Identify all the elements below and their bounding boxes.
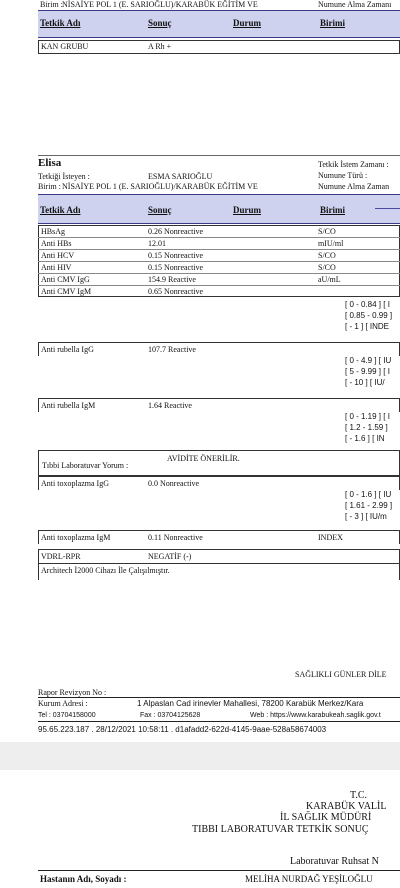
patient-name: Elisa bbox=[38, 157, 62, 169]
kurum-label: Kurum Adresi : bbox=[38, 699, 88, 708]
header-birimi: Birimi bbox=[320, 18, 345, 28]
valilik-header: KARABÜK VALİL bbox=[306, 801, 387, 812]
numune-turu-label: Numune Türü : bbox=[318, 171, 368, 180]
row-name: Anti HBs bbox=[41, 239, 72, 248]
row-value: 0.65 Nonreactive bbox=[148, 287, 204, 296]
header-sonuc: Sonuç bbox=[148, 18, 172, 28]
row-name: Anti CMV IgM bbox=[41, 287, 92, 296]
print-stamp: 95.65.223.187 . 28/12/2021 10:58:11 . d1afadd2-622d-4145-9aae-528a58674003 bbox=[38, 725, 327, 734]
reference-range: [ 0 - 0.84 ] [ I bbox=[345, 300, 390, 309]
row-name: Anti CMV IgG bbox=[41, 275, 90, 284]
reference-range: [ 1.2 - 1.59 ] bbox=[345, 423, 388, 432]
patient-name-value: MELİHA NURDAĞ YEŞİLOĞLU bbox=[245, 874, 373, 884]
row-unit: S/CO bbox=[318, 227, 336, 236]
divider bbox=[38, 155, 400, 156]
comment-label: Tıbbi Laboratuvar Yorum : bbox=[42, 461, 129, 470]
numune-alma-label: Numune Alma Zamanı bbox=[318, 0, 392, 9]
closing-message: SAĞLIKLI GÜNLER DİLE bbox=[295, 670, 387, 679]
row-unit: S/CO bbox=[318, 263, 336, 272]
reference-range: [ 0.85 - 0.99 ] bbox=[345, 311, 393, 320]
row-name: HBsAg bbox=[41, 227, 66, 236]
row-name: Anti rubella IgM bbox=[41, 401, 96, 410]
row-name: Anti rubella IgG bbox=[41, 345, 94, 354]
row-name: Anti toxoplazma IgG bbox=[41, 479, 109, 488]
row-name: Anti HIV bbox=[41, 263, 72, 272]
row-value: 0.15 Nonreactive bbox=[148, 251, 204, 260]
footer-rule bbox=[38, 697, 400, 698]
header-rule bbox=[375, 208, 400, 209]
row-unit: INDEX bbox=[318, 533, 343, 542]
row-value: 0.15 Nonreactive bbox=[148, 263, 204, 272]
header-birimi: Birimi bbox=[320, 205, 345, 215]
header-sonuc: Sonuç bbox=[148, 205, 172, 215]
row-value: 1.64 Reactive bbox=[148, 401, 192, 410]
birim-label: Birim : bbox=[40, 0, 63, 9]
tc-header: T.C. bbox=[350, 790, 368, 801]
table-header-band bbox=[38, 10, 400, 38]
report-title: TIBBI LABORATUVAR TETKİK SONUÇ bbox=[192, 824, 369, 835]
reference-range: [ - 1 ] [ INDE bbox=[345, 322, 390, 331]
table-row bbox=[38, 549, 400, 563]
rapor-revizyon: Rapor Revizyon No : bbox=[38, 688, 107, 697]
row-name: Anti toxoplazma IgM bbox=[41, 533, 111, 542]
reference-range: [ 0 - 4.9 ] [ IU bbox=[345, 356, 392, 365]
birim-value: NİSAİYE POL 1 (E. SARIOĞLU)/KARABÜK EĞİTİM VE bbox=[62, 182, 258, 191]
website: Web : https://www.karabukeah.saglik.gov.t bbox=[250, 712, 381, 719]
row-value: 154.9 Reactive bbox=[148, 275, 196, 284]
reference-range: [ 5 - 9.99 ] [ I bbox=[345, 367, 390, 376]
header-tetkik-adi: Tetkik Adı bbox=[40, 205, 81, 215]
row-value: 0.11 Nonreactive bbox=[148, 533, 203, 542]
header-durum: Durum bbox=[233, 205, 262, 215]
row-divider bbox=[38, 285, 400, 286]
kurum-address: 1 Alpaslan Cad irinevler Mahallesi, 78200 Karabük Merkez/Kara bbox=[137, 699, 364, 708]
mudurluk-header: İL SAĞLIK MÜDÜRİ bbox=[280, 812, 372, 823]
method-note: Architech İ2000 Cihazı İle Çalışılmıştır. bbox=[41, 566, 170, 575]
row-unit: mIU/ml bbox=[318, 239, 344, 248]
row-value: 12.01 bbox=[148, 239, 166, 248]
row-divider bbox=[38, 249, 400, 250]
row-value: 107.7 Reactive bbox=[148, 345, 196, 354]
row-value: 0.26 Nonreactive bbox=[148, 227, 204, 236]
tetkigi-isteyen-label: Tetkiği İsteyen : bbox=[38, 172, 90, 181]
row-value: A Rh + bbox=[148, 42, 172, 51]
numune-alma-label: Numune Alma Zaman bbox=[318, 182, 390, 191]
tetkigi-isteyen-value: ESMA SARIOĞLU bbox=[148, 172, 213, 181]
fax: Fax : 03704125628 bbox=[140, 712, 201, 719]
row-name: Anti HCV bbox=[41, 251, 75, 260]
table-header-band bbox=[38, 194, 400, 224]
table-row bbox=[38, 40, 400, 54]
birim-label: Birim : bbox=[38, 182, 61, 191]
reference-range: [ - 1.6 ] [ IN bbox=[345, 434, 385, 443]
reference-range: [ - 10 ] [ IU/ bbox=[345, 378, 385, 387]
phone: Tel : 03704158000 bbox=[38, 712, 96, 719]
row-name: VDRL-RPR bbox=[41, 552, 81, 561]
row-divider bbox=[38, 237, 400, 238]
row-unit: aU/mL bbox=[318, 275, 341, 284]
reference-range: [ 0 - 1.19 ] [ I bbox=[345, 412, 390, 421]
row-name: KAN GRUBU bbox=[41, 42, 89, 51]
reference-range: [ 1.61 - 2.99 ] bbox=[345, 501, 393, 510]
row-divider bbox=[38, 261, 400, 262]
page-gap bbox=[0, 742, 400, 770]
divider bbox=[38, 870, 400, 871]
reference-range: [ 0 - 1.6 ] [ IU bbox=[345, 490, 392, 499]
patient-name-label: Hastanın Adı, Soyadı : bbox=[40, 874, 127, 884]
row-divider bbox=[38, 273, 400, 274]
comment-value: AVİDİTE ÖNERİLİR. bbox=[167, 454, 240, 463]
header-durum: Durum bbox=[233, 18, 262, 28]
row-unit: S/CO bbox=[318, 251, 336, 260]
birim-value: NİSAİYE POL 1 (E. SARIOĞLU)/KARABÜK EĞİTİM VE bbox=[62, 0, 258, 9]
istem-zamani-label: Tetkik İstem Zamanı : bbox=[318, 160, 389, 169]
footer-rule bbox=[38, 721, 400, 722]
reference-range: [ - 3 ] [ IU/m bbox=[345, 512, 387, 521]
header-tetkik-adi: Tetkik Adı bbox=[40, 18, 81, 28]
row-value: 0.0 Nonreactive bbox=[148, 479, 200, 488]
row-value: NEGATİF (-) bbox=[148, 552, 192, 561]
ruhsat-label: Laboratuvar Ruhsat N bbox=[290, 856, 379, 867]
